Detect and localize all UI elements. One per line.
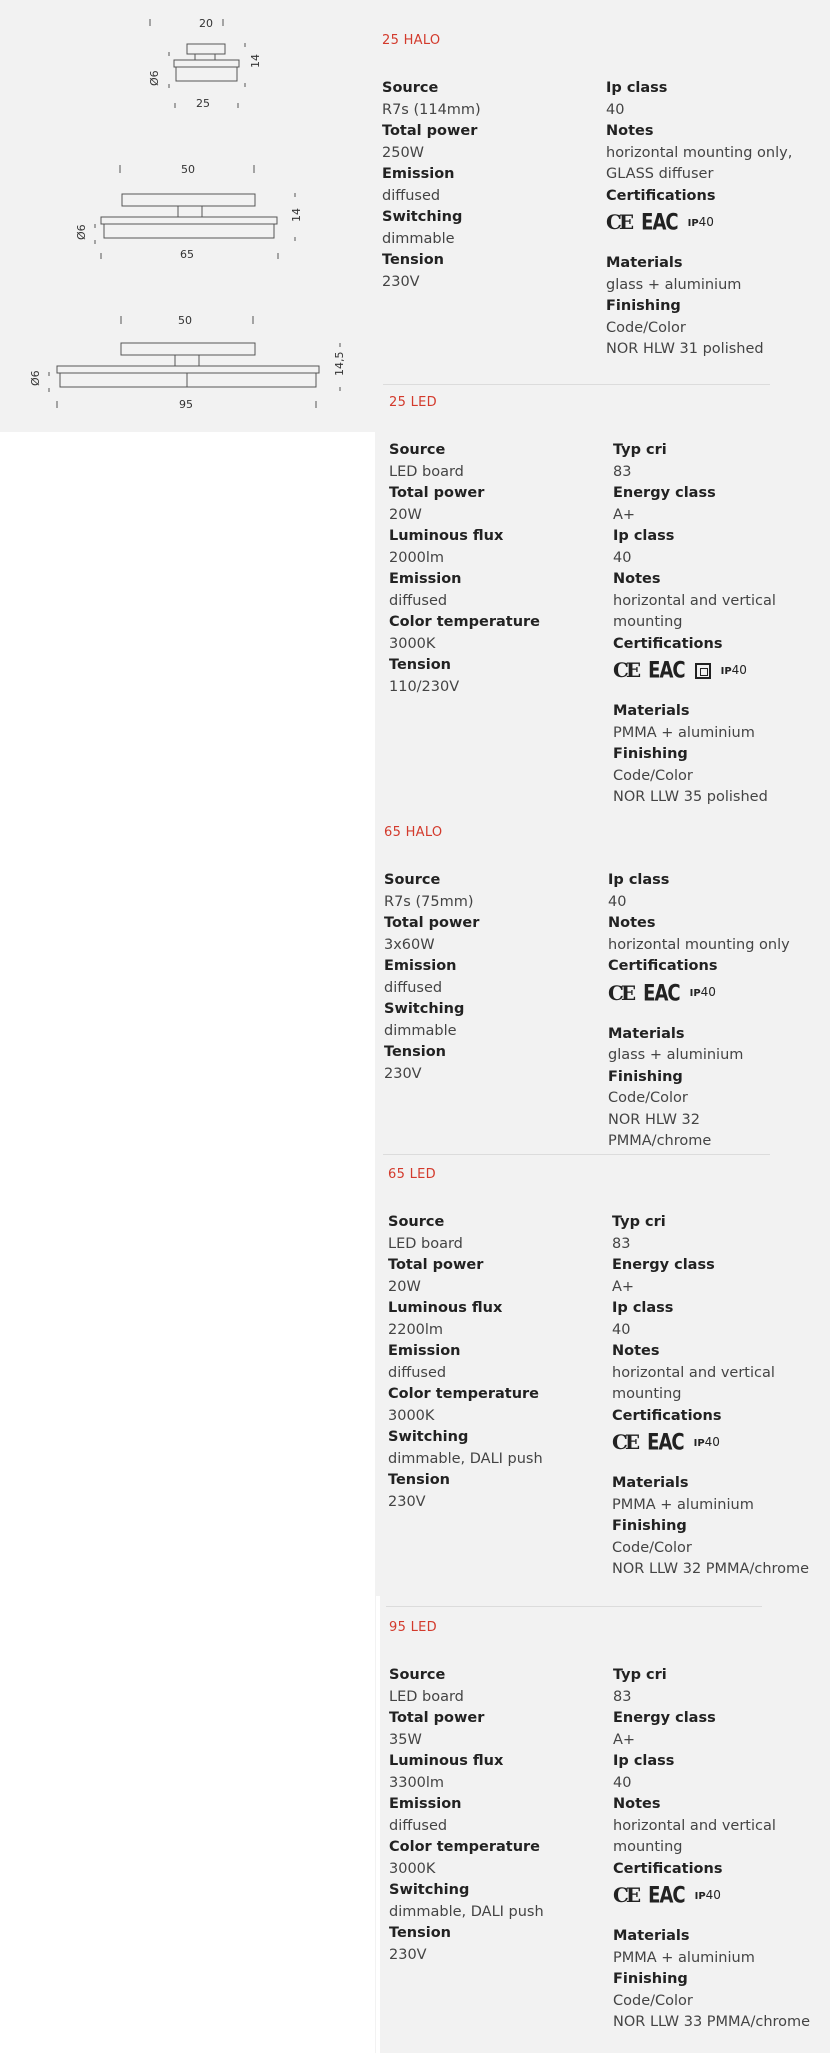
spec-label: Total power xyxy=(389,1710,485,1726)
spec-label: Finishing xyxy=(606,298,681,314)
spec-value: horizontal mounting only xyxy=(608,936,790,953)
spec-value: 230V xyxy=(384,1065,422,1082)
ip40-icon: IP40 xyxy=(687,214,714,229)
spec-label: Emission xyxy=(389,571,462,587)
left-white-panel xyxy=(0,432,375,2053)
spec-value: diffused xyxy=(384,979,443,996)
ce-mark-icon: CE xyxy=(612,1430,638,1455)
spec-column-right xyxy=(613,1665,810,2034)
spacer xyxy=(606,244,792,253)
spec-value: LED board xyxy=(389,1688,464,1705)
spec-value: glass + aluminium xyxy=(606,276,742,293)
spec-label: Finishing xyxy=(612,1518,687,1534)
spec-label: Notes xyxy=(613,1796,661,1812)
divider xyxy=(383,1154,770,1155)
spec-value: PMMA/chrome xyxy=(608,1133,712,1149)
spec-value: 40 xyxy=(606,101,625,118)
dim-diameter: Ø6 xyxy=(29,370,42,386)
spec-label: Tension xyxy=(389,657,452,673)
spec-label: Luminous flux xyxy=(389,528,504,544)
certifications-label: Certifications xyxy=(608,958,718,974)
certifications-label: Certifications xyxy=(613,1860,723,1877)
spec-label: Total power xyxy=(388,1257,484,1273)
spec-label: Source xyxy=(384,872,441,888)
spec-value: 83 xyxy=(613,463,632,480)
dim-length: 95 xyxy=(179,398,193,411)
spec-value: 230V xyxy=(382,273,420,290)
spacer xyxy=(612,1464,809,1473)
spec-label: Emission xyxy=(388,1343,461,1359)
certification-marks xyxy=(613,1882,810,1910)
spec-value: Code/Color xyxy=(608,1090,688,1106)
spec-label: Emission xyxy=(384,958,457,974)
spec-label: Source xyxy=(389,1667,446,1683)
spec-value: Code/Color xyxy=(613,767,693,784)
spec-label: Energy class xyxy=(613,485,716,501)
spec-value: mounting xyxy=(612,1386,682,1402)
dim-height: 14 xyxy=(290,208,303,222)
spec-value: PMMA + aluminium xyxy=(613,724,755,741)
spec-label: Switching xyxy=(388,1429,469,1445)
spec-column-left xyxy=(389,1665,544,1966)
spec-value: 83 xyxy=(613,1688,632,1705)
spec-value: glass + aluminium xyxy=(608,1047,744,1063)
spec-value: 40 xyxy=(612,1321,631,1338)
spec-value: R7s (75mm) xyxy=(384,893,474,910)
spec-label: Energy class xyxy=(613,1710,716,1726)
eac-mark-icon: EAC xyxy=(648,1882,685,1909)
spec-value: diffused xyxy=(382,187,441,204)
spec-value: 2000lm xyxy=(389,549,445,566)
spec-value: Code/Color xyxy=(606,319,686,336)
product-title: 25 LED xyxy=(389,395,437,410)
spec-value: dimmable xyxy=(384,1022,457,1039)
spec-label: Total power xyxy=(382,123,478,139)
dim-width: 20 xyxy=(199,17,213,30)
drawing-65 xyxy=(70,155,310,270)
spec-label: Source xyxy=(388,1214,445,1230)
spec-value: mounting xyxy=(613,1839,683,1855)
certification-marks xyxy=(608,980,790,1008)
certification-marks xyxy=(613,657,776,685)
spec-value: 3000K xyxy=(388,1407,435,1424)
spec-value: diffused xyxy=(388,1364,447,1381)
spec-value: Code/Color xyxy=(613,1992,693,2009)
spec-label: Luminous flux xyxy=(389,1753,504,1769)
ip40-icon: IP40 xyxy=(694,1887,721,1902)
spec-label: Color temperature xyxy=(388,1386,539,1402)
spec-value: 3x60W xyxy=(384,936,435,953)
spec-value: 110/230V xyxy=(389,678,460,695)
spec-column-right xyxy=(606,78,792,361)
spec-value: 20W xyxy=(388,1278,421,1295)
dim-height: 14,5 xyxy=(333,351,346,376)
spec-column-left xyxy=(389,440,540,698)
certification-marks xyxy=(612,1429,809,1457)
spec-value: LED board xyxy=(388,1235,463,1252)
spec-label: Materials xyxy=(608,1025,685,1042)
dim-height: 14 xyxy=(249,54,262,68)
spec-value: 3300lm xyxy=(389,1774,445,1791)
eac-mark-icon: EAC xyxy=(647,1429,684,1456)
spec-value: GLASS diffuser xyxy=(606,166,714,182)
spec-label: Total power xyxy=(384,915,480,931)
spec-value: diffused xyxy=(389,1817,448,1834)
spec-label: Color temperature xyxy=(389,614,540,630)
drawing-95 xyxy=(25,306,355,416)
eac-mark-icon: EAC xyxy=(648,657,685,684)
eac-mark-icon: EAC xyxy=(641,209,678,236)
product-title: 65 LED xyxy=(388,1167,436,1182)
spacer xyxy=(608,1015,790,1024)
dim-width: 50 xyxy=(178,314,192,327)
spacer xyxy=(613,692,776,701)
spec-value: horizontal mounting only, xyxy=(606,144,793,161)
spec-label: Switching xyxy=(382,209,463,225)
product-title: 65 HALO xyxy=(384,825,443,840)
spec-label: Tension xyxy=(388,1472,451,1488)
certification-marks xyxy=(606,209,792,237)
product-title: 95 LED xyxy=(389,1620,437,1635)
spec-value: horizontal and vertical xyxy=(612,1364,775,1381)
spec-label: Source xyxy=(389,442,446,458)
ip40-icon: IP40 xyxy=(693,1434,720,1449)
ce-mark-icon: CE xyxy=(613,1883,639,1908)
spec-value: 3000K xyxy=(389,635,436,652)
drawing-25 xyxy=(130,10,280,110)
spec-value: NOR LLW 32 PMMA/chrome xyxy=(612,1561,810,1577)
spec-value: dimmable, DALI push xyxy=(389,1903,544,1920)
spec-value: NOR LLW 33 PMMA/chrome xyxy=(613,2014,811,2030)
panel-gap xyxy=(376,1596,380,2053)
spec-column-left xyxy=(384,870,479,1085)
spec-label: Materials xyxy=(612,1475,689,1491)
spec-column-right xyxy=(608,870,790,1153)
spec-label: Luminous flux xyxy=(388,1300,503,1316)
spec-value: R7s (114mm) xyxy=(382,101,481,118)
spec-value: A+ xyxy=(613,1731,636,1748)
spacer xyxy=(613,1917,810,1926)
dim-length: 25 xyxy=(196,97,210,110)
spec-label: Emission xyxy=(389,1796,462,1812)
spec-value: LED board xyxy=(389,463,464,480)
spec-label: Notes xyxy=(606,123,654,139)
spec-label: Notes xyxy=(612,1343,660,1359)
spec-value: 250W xyxy=(382,144,425,161)
spec-label: Notes xyxy=(608,915,656,931)
spec-label: Tension xyxy=(389,1925,452,1941)
certifications-label: Certifications xyxy=(613,635,723,652)
class-ii-icon xyxy=(695,663,711,679)
spec-value: dimmable xyxy=(382,230,455,247)
spec-label: Finishing xyxy=(613,1971,688,1987)
spec-value: mounting xyxy=(613,614,683,630)
spec-label: Emission xyxy=(382,166,455,182)
spec-value: A+ xyxy=(613,506,636,523)
spec-label: Materials xyxy=(606,255,683,271)
spec-label: Materials xyxy=(613,1928,690,1944)
ip40-icon: IP40 xyxy=(720,662,747,677)
spec-value: Code/Color xyxy=(612,1539,692,1556)
spec-label: Ip class xyxy=(613,528,675,544)
spec-label: Energy class xyxy=(612,1257,715,1273)
dim-diameter: Ø6 xyxy=(75,224,88,240)
spec-column-left xyxy=(388,1212,543,1513)
spec-label: Ip class xyxy=(608,872,670,888)
spec-value: PMMA + aluminium xyxy=(612,1496,754,1513)
spec-value: 83 xyxy=(612,1235,631,1252)
spec-label: Ip class xyxy=(612,1300,674,1316)
spec-label: Finishing xyxy=(613,746,688,762)
divider xyxy=(383,384,770,385)
spec-label: Finishing xyxy=(608,1068,683,1085)
spec-column-right xyxy=(612,1212,809,1581)
spec-label: Source xyxy=(382,80,439,96)
certifications-label: Certifications xyxy=(606,187,716,204)
spec-value: 2200lm xyxy=(388,1321,444,1338)
spec-value: 40 xyxy=(608,893,627,910)
eac-mark-icon: EAC xyxy=(643,980,680,1007)
spec-label: Ip class xyxy=(613,1753,675,1769)
spec-label: Total power xyxy=(389,485,485,501)
spec-value: 230V xyxy=(389,1946,427,1963)
dim-length: 65 xyxy=(180,248,194,261)
spec-label: Color temperature xyxy=(389,1839,540,1855)
ce-mark-icon: CE xyxy=(606,210,632,235)
spec-value: horizontal and vertical xyxy=(613,592,776,609)
spec-value: A+ xyxy=(612,1278,635,1295)
spec-value: NOR HLW 32 xyxy=(608,1111,700,1128)
spec-value: 40 xyxy=(613,549,632,566)
spec-value: 20W xyxy=(389,506,422,523)
spec-label: Typ cri xyxy=(612,1214,666,1230)
spec-column-left xyxy=(382,78,481,293)
certifications-label: Certifications xyxy=(612,1407,722,1424)
spec-value: NOR HLW 31 polished xyxy=(606,341,764,357)
spec-label: Notes xyxy=(613,571,661,587)
ce-mark-icon: CE xyxy=(608,980,634,1005)
spec-label: Materials xyxy=(613,703,690,719)
spec-value: dimmable, DALI push xyxy=(388,1450,543,1467)
spec-value: PMMA + aluminium xyxy=(613,1949,755,1966)
spec-value: 230V xyxy=(388,1493,426,1510)
spec-label: Typ cri xyxy=(613,1667,667,1683)
spec-value: NOR LLW 35 polished xyxy=(613,789,768,805)
spec-value: 35W xyxy=(389,1731,422,1748)
spec-label: Switching xyxy=(389,1882,470,1898)
spec-label: Switching xyxy=(384,1001,465,1017)
spec-value: 3000K xyxy=(389,1860,436,1877)
ip40-icon: IP40 xyxy=(689,985,716,1000)
ce-mark-icon: CE xyxy=(613,658,639,683)
product-title: 25 HALO xyxy=(382,33,441,48)
spec-column-right xyxy=(613,440,776,809)
spec-value: horizontal and vertical xyxy=(613,1817,776,1834)
spec-value: diffused xyxy=(389,592,448,609)
dim-diameter: Ø6 xyxy=(148,70,161,86)
spec-value: 40 xyxy=(613,1774,632,1791)
spec-label: Tension xyxy=(384,1044,447,1060)
spec-label: Typ cri xyxy=(613,442,667,458)
spec-label: Tension xyxy=(382,252,445,268)
dim-width: 50 xyxy=(181,163,195,176)
divider xyxy=(386,1606,762,1607)
spec-label: Ip class xyxy=(606,80,668,96)
